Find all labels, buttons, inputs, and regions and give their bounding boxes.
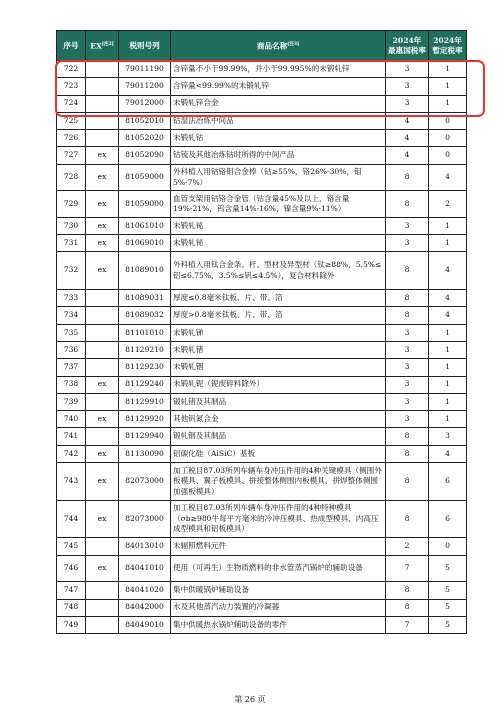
- cell-ex: ex: [86, 147, 119, 164]
- cell-seq: 722: [57, 61, 86, 78]
- cell-code: 84042000: [119, 599, 171, 616]
- cell-interim-rate: 1: [429, 235, 467, 252]
- cell-ex: [86, 130, 119, 147]
- cell-ex: ex: [86, 463, 119, 501]
- cell-ex: [86, 307, 119, 324]
- table-row: [57, 616, 467, 633]
- cell-interim-rate: 5: [429, 555, 467, 582]
- cell-name: 未锻轧锗: [171, 341, 386, 358]
- cell-ex: ex: [86, 217, 119, 234]
- cell-mfn-rate: 4: [386, 130, 429, 147]
- cell-seq: 739: [57, 393, 86, 410]
- cell-ex: [86, 290, 119, 307]
- cell-seq: 735: [57, 324, 86, 341]
- page-number: 第 26 页: [234, 695, 266, 704]
- cell-interim-rate: 0: [429, 112, 467, 129]
- cell-interim-rate: 0: [429, 147, 467, 164]
- cell-seq: 726: [57, 130, 86, 147]
- table-row: [57, 307, 467, 324]
- table-row: [57, 290, 467, 307]
- cell-mfn-rate: 3: [386, 393, 429, 410]
- cell-code: 81052010: [119, 112, 171, 129]
- tariff-table: [56, 30, 467, 634]
- cell-interim-rate: 1: [429, 324, 467, 341]
- table-header-row: [57, 31, 467, 61]
- cell-mfn-rate: 3: [386, 217, 429, 234]
- cell-name: 使用（可再生）生物质燃料的非水管蒸汽锅炉的辅助设备: [171, 555, 386, 582]
- cell-ex: [86, 78, 119, 95]
- cell-name: 钴锍及其他冶炼钴时所得的中间产品: [171, 147, 386, 164]
- table-row: [57, 235, 467, 252]
- cell-ex: ex: [86, 555, 119, 582]
- cell-ex: [86, 341, 119, 358]
- cell-name: 未锻轧锑: [171, 324, 386, 341]
- cell-seq: 743: [57, 463, 86, 501]
- cell-name: 加工税目87.03所列车辆车身冲压件用的4种特种模具（σb≥980牛每平方毫米的冷冲压模具、热成型模具、内高压成型模具和铝板模具）: [171, 500, 386, 538]
- cell-ex: ex: [86, 164, 119, 191]
- cell-ex: [86, 359, 119, 376]
- cell-mfn-rate: 7: [386, 555, 429, 582]
- cell-ex: [86, 393, 119, 410]
- header-mfn-rate: 2024年 最惠国税率: [386, 31, 429, 61]
- cell-name: 外科植入用钴铬钼合金棒（钴≥55%，铬26%-30%，钼5%-7%）: [171, 164, 386, 191]
- cell-seq: 734: [57, 307, 86, 324]
- cell-mfn-rate: 3: [386, 61, 429, 78]
- cell-seq: 725: [57, 112, 86, 129]
- table-row: [57, 359, 467, 376]
- cell-mfn-rate: 3: [386, 359, 429, 376]
- table-body: [57, 61, 467, 634]
- cell-seq: 736: [57, 341, 86, 358]
- cell-code: 84013010: [119, 538, 171, 555]
- header-seq: 序号: [57, 31, 86, 61]
- cell-code: 79012000: [119, 95, 171, 112]
- cell-interim-rate: 4: [429, 307, 467, 324]
- cell-code: 81052090: [119, 147, 171, 164]
- header-ex: EX[注2]: [86, 31, 119, 61]
- cell-code: 81129910: [119, 393, 171, 410]
- cell-code: 82073000: [119, 500, 171, 538]
- cell-code: 82073000: [119, 463, 171, 501]
- cell-mfn-rate: 8: [386, 191, 429, 218]
- cell-seq: 732: [57, 252, 86, 290]
- cell-code: 81129920: [119, 411, 171, 428]
- cell-ex: [86, 582, 119, 599]
- cell-name: 其他钒氮合金: [171, 411, 386, 428]
- cell-interim-rate: 6: [429, 463, 467, 501]
- cell-ex: ex: [86, 235, 119, 252]
- table-row: [57, 500, 467, 538]
- tariff-table-container: [56, 30, 466, 634]
- cell-code: 81059000: [119, 191, 171, 218]
- cell-name: 集中供暖热水锅炉辅助设备的零件: [171, 616, 386, 633]
- cell-ex: [86, 538, 119, 555]
- cell-name: 铝碳化硅（AlSiC）基板: [171, 445, 386, 462]
- cell-name: 钴湿法冶炼中间品: [171, 112, 386, 129]
- cell-interim-rate: 1: [429, 359, 467, 376]
- cell-seq: 723: [57, 78, 86, 95]
- cell-ex: [86, 95, 119, 112]
- cell-ex: [86, 616, 119, 633]
- cell-seq: 731: [57, 235, 86, 252]
- cell-ex: ex: [86, 411, 119, 428]
- table-row: [57, 217, 467, 234]
- cell-name: 含锌量不小于99.99%，并小于99.995%的未锻轧锌: [171, 61, 386, 78]
- table-row: [57, 164, 467, 191]
- cell-name: 锻轧铟及其制品: [171, 428, 386, 445]
- cell-name: 含锌量<99.99%的未锻轧锌: [171, 78, 386, 95]
- table-row: [57, 393, 467, 410]
- cell-seq: 727: [57, 147, 86, 164]
- cell-interim-rate: 5: [429, 582, 467, 599]
- cell-seq: 745: [57, 538, 86, 555]
- cell-seq: 733: [57, 290, 86, 307]
- table-row: [57, 599, 467, 616]
- cell-interim-rate: 1: [429, 78, 467, 95]
- cell-interim-rate: 2: [429, 191, 467, 218]
- cell-seq: 738: [57, 376, 86, 393]
- cell-ex: ex: [86, 376, 119, 393]
- cell-mfn-rate: 3: [386, 324, 429, 341]
- cell-mfn-rate: 8: [386, 599, 429, 616]
- cell-name: 水及其他蒸汽动力装置的冷凝器: [171, 599, 386, 616]
- cell-interim-rate: 1: [429, 376, 467, 393]
- cell-seq: 742: [57, 445, 86, 462]
- cell-seq: 747: [57, 582, 86, 599]
- cell-mfn-rate: 7: [386, 616, 429, 633]
- table-row: [57, 147, 467, 164]
- header-interim-rate: 2024年 暂定税率: [429, 31, 467, 61]
- cell-mfn-rate: 3: [386, 235, 429, 252]
- cell-interim-rate: 4: [429, 445, 467, 462]
- cell-ex: ex: [86, 252, 119, 290]
- cell-ex: ex: [86, 191, 119, 218]
- cell-code: 81101010: [119, 324, 171, 341]
- table-row: [57, 411, 467, 428]
- table-row: [57, 376, 467, 393]
- cell-seq: 740: [57, 411, 86, 428]
- cell-seq: 741: [57, 428, 86, 445]
- cell-ex: [86, 599, 119, 616]
- cell-interim-rate: 1: [429, 61, 467, 78]
- cell-name: 未锻轧铟: [171, 359, 386, 376]
- cell-ex: [86, 61, 119, 78]
- cell-seq: 730: [57, 217, 86, 234]
- cell-mfn-rate: 4: [386, 112, 429, 129]
- cell-name: 未锻轧铋: [171, 217, 386, 234]
- cell-interim-rate: 6: [429, 500, 467, 538]
- cell-name: 厚度≤0.8毫米钛板、片、带、箔: [171, 290, 386, 307]
- cell-mfn-rate: 4: [386, 147, 429, 164]
- cell-ex: ex: [86, 445, 119, 462]
- cell-mfn-rate: 8: [386, 252, 429, 290]
- cell-interim-rate: 1: [429, 217, 467, 234]
- cell-code: 81052020: [119, 130, 171, 147]
- cell-code: 84041010: [119, 555, 171, 582]
- cell-code: 81129240: [119, 376, 171, 393]
- cell-mfn-rate: 8: [386, 500, 429, 538]
- cell-interim-rate: 3: [429, 428, 467, 445]
- cell-seq: 746: [57, 555, 86, 582]
- cell-mfn-rate: 8: [386, 428, 429, 445]
- cell-seq: 729: [57, 191, 86, 218]
- table-row: [57, 61, 467, 78]
- cell-seq: 728: [57, 164, 86, 191]
- cell-seq: 749: [57, 616, 86, 633]
- cell-name: 外科植入用钛合金条、杆、型材及异型材（钛≥88%，5.5%≤铝≤6.75%，3.5%≤钒≤4.5%），复合材料除外: [171, 252, 386, 290]
- cell-interim-rate: 4: [429, 290, 467, 307]
- table-row: [57, 112, 467, 129]
- cell-ex: ex: [86, 500, 119, 538]
- cell-mfn-rate: 8: [386, 445, 429, 462]
- cell-seq: 737: [57, 359, 86, 376]
- cell-mfn-rate: 3: [386, 78, 429, 95]
- cell-interim-rate: 1: [429, 393, 467, 410]
- cell-ex: [86, 324, 119, 341]
- cell-mfn-rate: 8: [386, 582, 429, 599]
- cell-code: 81129230: [119, 359, 171, 376]
- table-row: [57, 324, 467, 341]
- cell-code: 81130090: [119, 445, 171, 462]
- header-name: 商品名称[注3]: [171, 31, 386, 61]
- table-row: [57, 252, 467, 290]
- cell-mfn-rate: 8: [386, 290, 429, 307]
- table-row: [57, 428, 467, 445]
- cell-name: 未锻轧铋: [171, 235, 386, 252]
- cell-code: 79011190: [119, 61, 171, 78]
- cell-code: 81129210: [119, 341, 171, 358]
- cell-mfn-rate: 8: [386, 463, 429, 501]
- cell-name: 集中供暖锅炉辅助设备: [171, 582, 386, 599]
- cell-code: 79011200: [119, 78, 171, 95]
- cell-interim-rate: 1: [429, 341, 467, 358]
- cell-code: 81129940: [119, 428, 171, 445]
- table-row: [57, 95, 467, 112]
- table-row: [57, 463, 467, 501]
- cell-seq: 748: [57, 599, 86, 616]
- table-row: [57, 78, 467, 95]
- cell-name: 未锻轧钴: [171, 130, 386, 147]
- cell-code: 81059000: [119, 164, 171, 191]
- cell-mfn-rate: 8: [386, 164, 429, 191]
- table-row: [57, 191, 467, 218]
- cell-mfn-rate: 3: [386, 341, 429, 358]
- table-row: [57, 555, 467, 582]
- cell-code: 81089032: [119, 307, 171, 324]
- cell-name: 未锻轧锌合金: [171, 95, 386, 112]
- cell-interim-rate: 0: [429, 538, 467, 555]
- cell-name: 未辐照燃料元件: [171, 538, 386, 555]
- cell-ex: [86, 428, 119, 445]
- cell-mfn-rate: 8: [386, 307, 429, 324]
- cell-code: 84041020: [119, 582, 171, 599]
- cell-seq: 744: [57, 500, 86, 538]
- table-row: [57, 538, 467, 555]
- cell-code: 84049010: [119, 616, 171, 633]
- cell-mfn-rate: 3: [386, 376, 429, 393]
- cell-code: 81089010: [119, 252, 171, 290]
- cell-interim-rate: 1: [429, 95, 467, 112]
- cell-name: 厚度>0.8毫米钛板、片、带、箔: [171, 307, 386, 324]
- cell-ex: [86, 112, 119, 129]
- cell-code: 81089031: [119, 290, 171, 307]
- cell-interim-rate: 5: [429, 599, 467, 616]
- cell-interim-rate: 4: [429, 252, 467, 290]
- cell-mfn-rate: 2: [386, 538, 429, 555]
- cell-interim-rate: 0: [429, 130, 467, 147]
- table-row: [57, 445, 467, 462]
- cell-code: 81061010: [119, 217, 171, 234]
- cell-seq: 724: [57, 95, 86, 112]
- cell-mfn-rate: 3: [386, 95, 429, 112]
- cell-mfn-rate: 3: [386, 411, 429, 428]
- cell-interim-rate: 1: [429, 411, 467, 428]
- table-row: [57, 130, 467, 147]
- header-code: 税则号列: [119, 31, 171, 61]
- cell-interim-rate: 4: [429, 164, 467, 191]
- table-row: [57, 341, 467, 358]
- cell-name: 锻轧锗及其制品: [171, 393, 386, 410]
- cell-name: 加工税目87.03所列车辆车身冲压件用的4种关键模具（侧围外板模具、翼子板模具、拼接整体侧围内板模具、拼焊整体侧围加强板模具）: [171, 463, 386, 501]
- cell-code: 81069010: [119, 235, 171, 252]
- cell-name: 血管支架用钴铬合金管（钴含量45%及以上，铬含量19%-21%，钨含量14%-16%，镍含量9%-11%）: [171, 191, 386, 218]
- table-row: [57, 582, 467, 599]
- cell-name: 未锻轧铌（铌废碎料除外）: [171, 376, 386, 393]
- cell-interim-rate: 5: [429, 616, 467, 633]
